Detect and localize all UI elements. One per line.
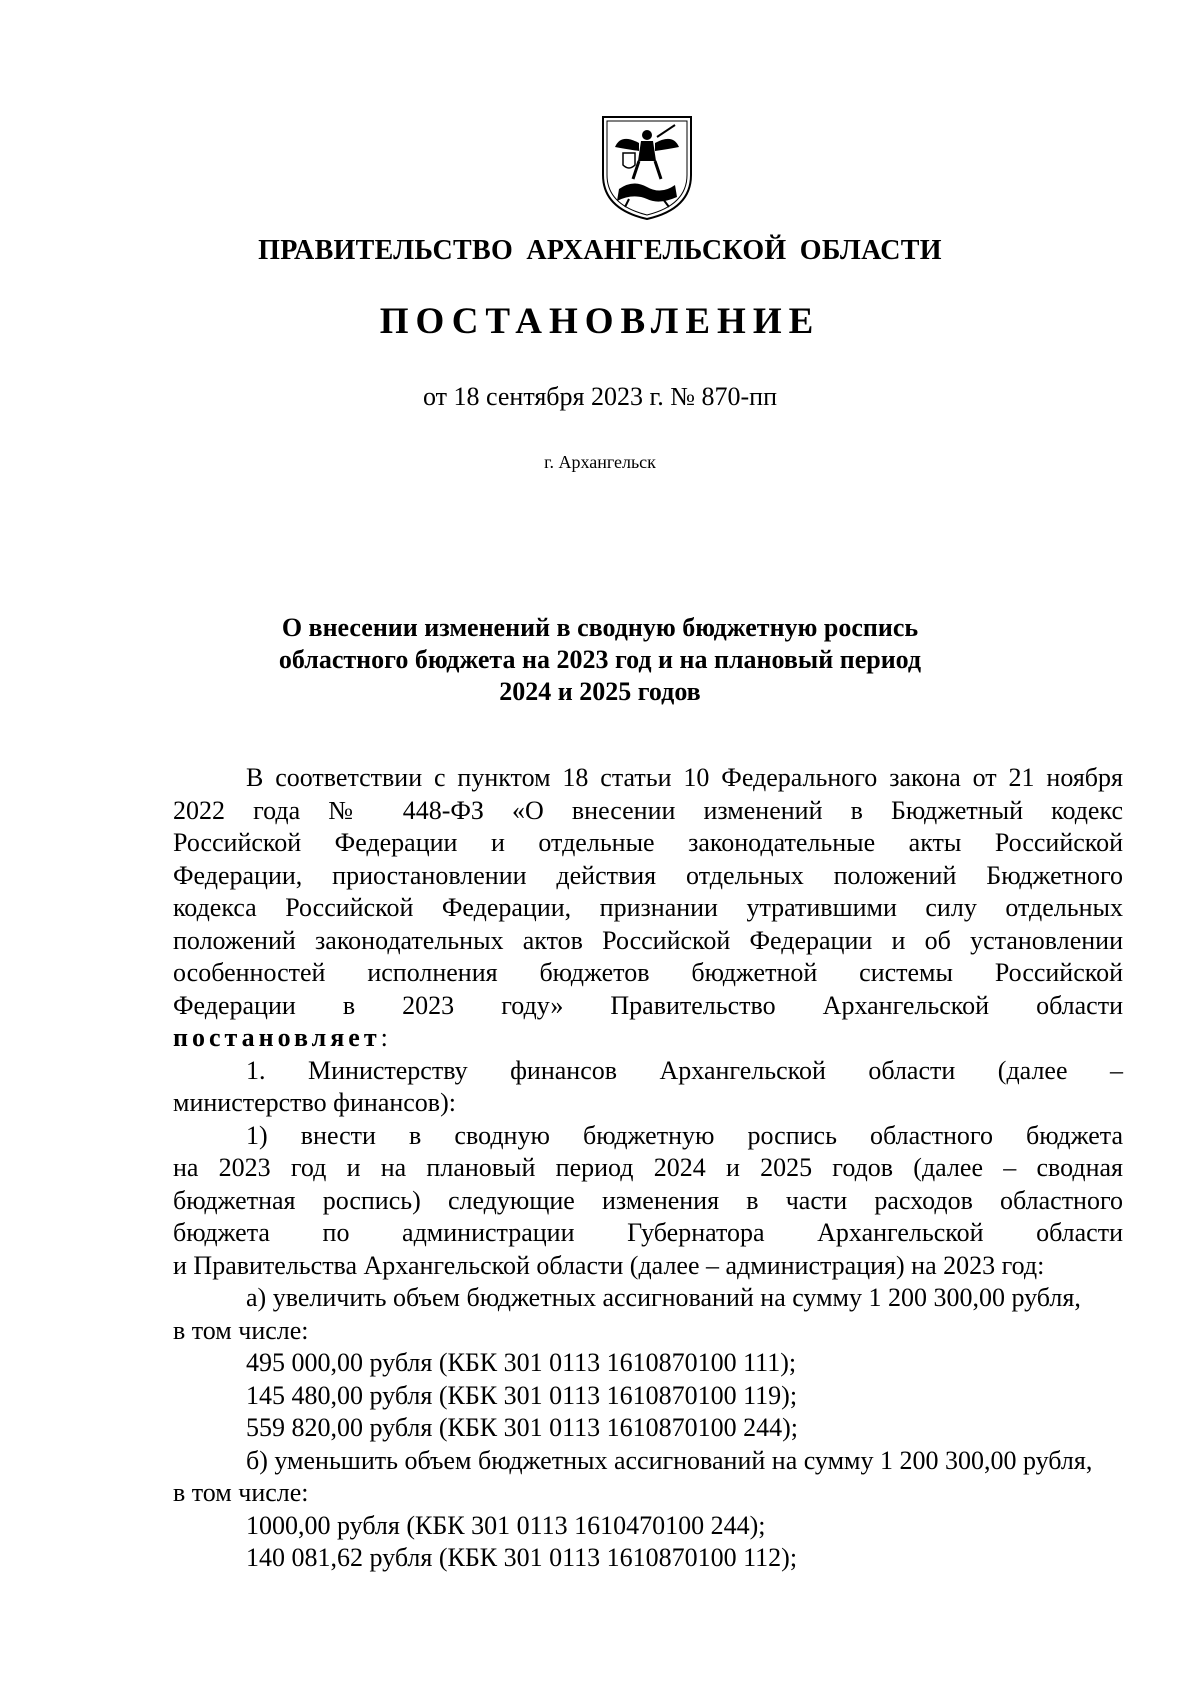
organization-name: ПРАВИТЕЛЬСТВО АРХАНГЕЛЬСКОЙ ОБЛАСТИ bbox=[258, 235, 942, 266]
body-line: кодекса Российской Федерации, признании утратившими силу отдельных bbox=[173, 893, 1123, 922]
body-line: Федерации в 2023 году» Правительство Архангельской области bbox=[173, 990, 1123, 1020]
title-line: 2024 и 2025 годов bbox=[499, 677, 701, 706]
body-line: б) уменьшить объем бюджетных ассигнований на сумму 1 200 300,00 рубля, bbox=[246, 1445, 1093, 1475]
body-line: Российской Федерации и отдельные законодательные акты Российской bbox=[173, 828, 1123, 857]
body-line: 1. Министерству финансов Архангельской области (далее – bbox=[246, 1055, 1123, 1085]
body-line: а) увеличить объем бюджетных ассигнований на сумму 1 200 300,00 рубля, bbox=[246, 1283, 1081, 1312]
body-line bbox=[173, 1022, 1123, 1055]
body-line: бюджетная роспись) следующие изменения в части расходов областного bbox=[173, 1185, 1123, 1215]
body-line: 559 820,00 рубля (КБК 301 0113 1610870100 244); bbox=[246, 1413, 799, 1442]
body-line: на 2023 год и на плановый период 2024 и 2025 годов (далее – сводная bbox=[173, 1153, 1123, 1182]
body-line: Федерации, приостановлении действия отдельных положений Бюджетного bbox=[173, 860, 1123, 890]
coat-of-arms-icon bbox=[599, 113, 695, 223]
body-line: особенностей исполнения бюджетов бюджетной системы Российской bbox=[173, 958, 1123, 987]
body-line: 2022 года № 448-ФЗ «О внесении изменений в Бюджетный кодекс bbox=[173, 795, 1123, 825]
document-title bbox=[0, 612, 1200, 708]
document-type: ПОСТАНОВЛЕНИЕ bbox=[379, 301, 821, 342]
document-city: г. Архангельск bbox=[544, 452, 656, 472]
body-line: В соответствии с пунктом 18 статьи 10 Федерального закона от 21 ноября bbox=[246, 763, 1123, 792]
document-date-number: от 18 сентября 2023 г. № 870-пп bbox=[422, 382, 778, 411]
body-line: и Правительства Архангельской области (далее – администрация) на 2023 год: bbox=[173, 1250, 1045, 1280]
body-line: в том числе: bbox=[173, 1315, 309, 1345]
body-line: в том числе: bbox=[173, 1478, 309, 1507]
body-line: 495 000,00 рубля (КБК 301 0113 1610870100 111); bbox=[246, 1348, 797, 1377]
body-line: положений законодательных актов Российской Федерации и об установлении bbox=[173, 925, 1123, 955]
body-line: 140 081,62 рубля (КБК 301 0113 1610870100 112); bbox=[246, 1543, 798, 1572]
resolution-colon: : bbox=[380, 1023, 388, 1052]
resolution-word: постановляет bbox=[173, 1023, 381, 1052]
document-body bbox=[173, 762, 1123, 1575]
body-line: 1) внести в сводную бюджетную роспись областного бюджета bbox=[246, 1120, 1123, 1150]
body-line: 145 480,00 рубля (КБК 301 0113 1610870100 119); bbox=[246, 1380, 798, 1410]
body-line: министерство финансов): bbox=[173, 1088, 456, 1117]
title-line: О внесении изменений в сводную бюджетную роспись bbox=[281, 613, 919, 642]
title-line: областного бюджета на 2023 год и на плановый период bbox=[278, 645, 922, 674]
body-line: 1000,00 рубля (КБК 301 0113 1610470100 244); bbox=[246, 1510, 766, 1540]
body-line: бюджета по администрации Губернатора Архангельской области bbox=[173, 1218, 1123, 1247]
